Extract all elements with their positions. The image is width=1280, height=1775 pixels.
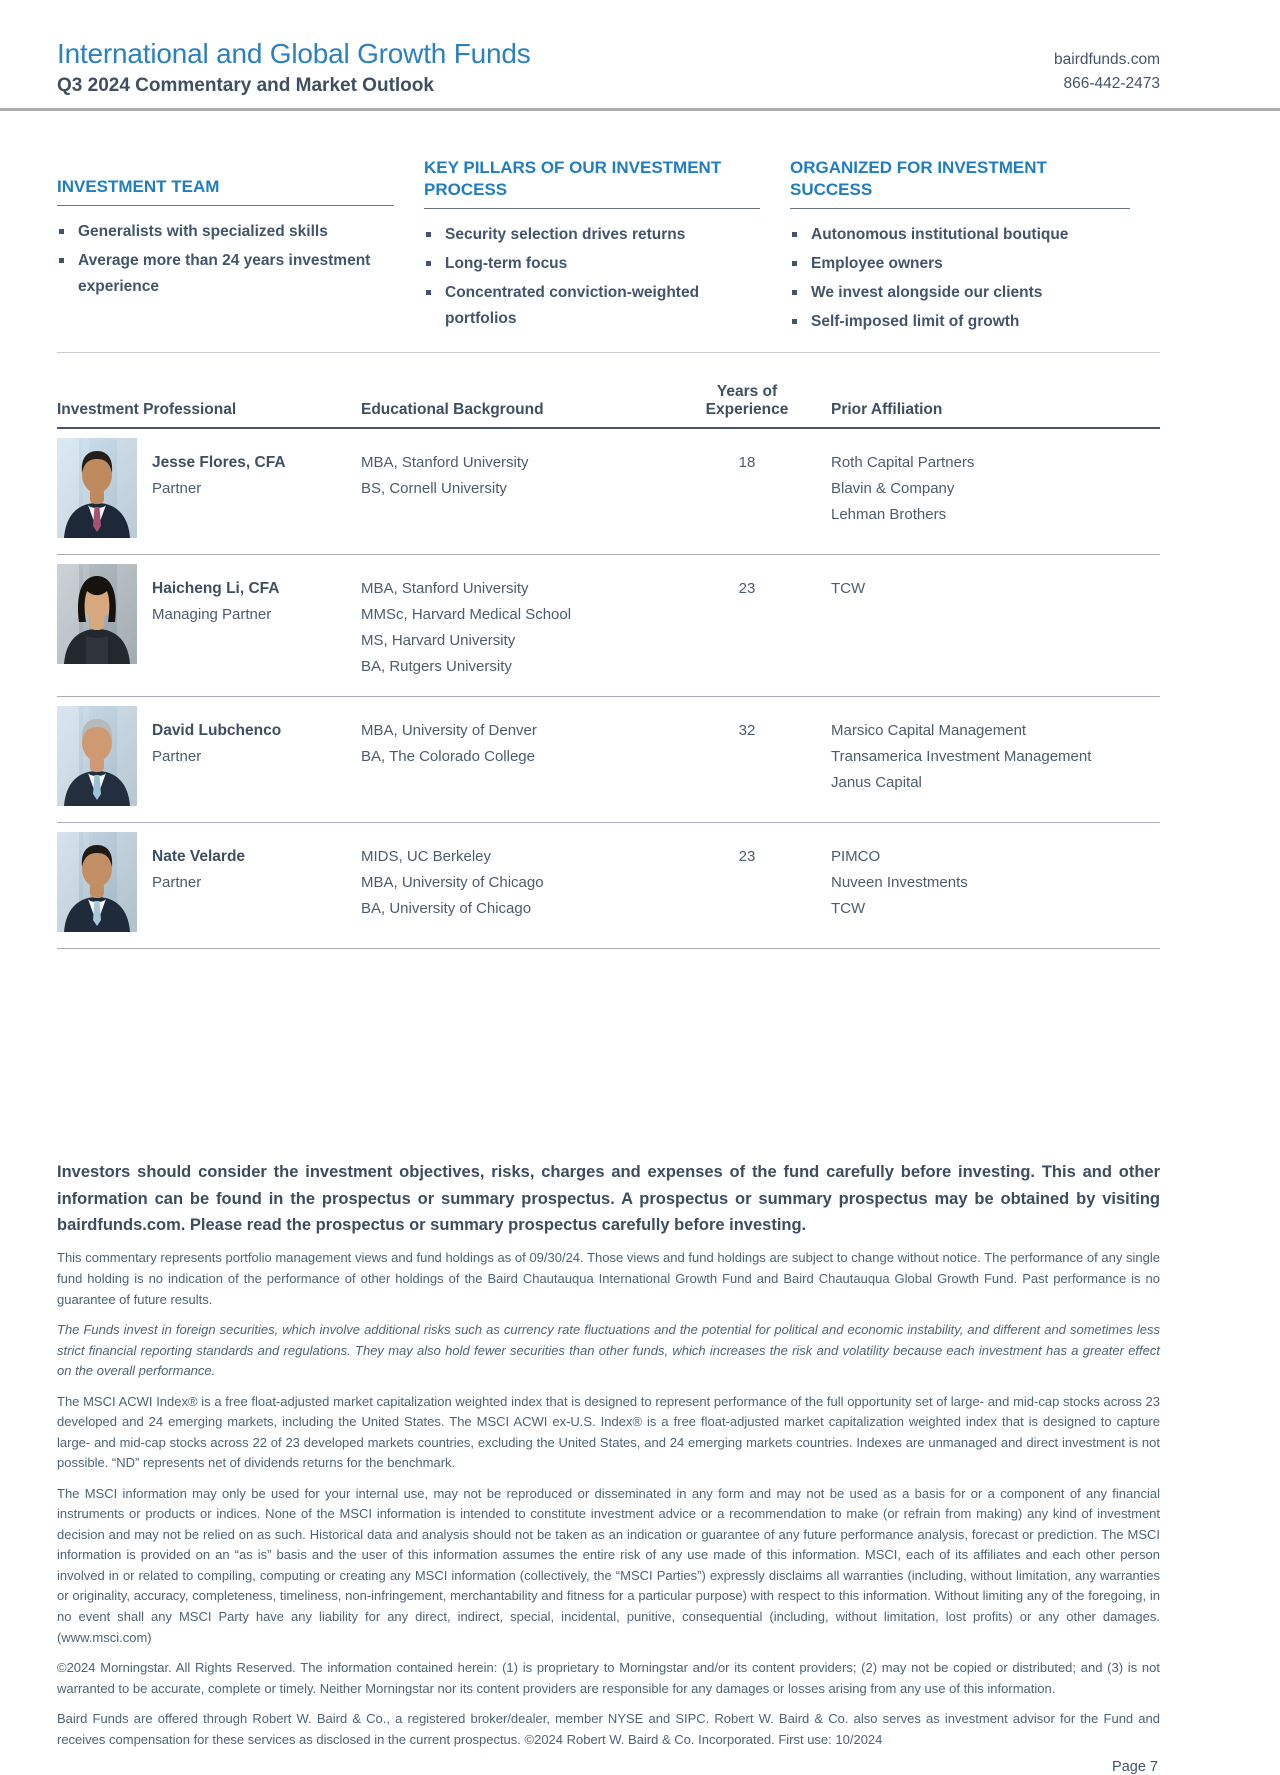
pillar-column-3 — [790, 157, 1160, 338]
pillar-item-text: Generalists with specialized skills — [78, 223, 328, 240]
member-title: Partner — [152, 748, 202, 766]
bullet-square-icon — [426, 232, 431, 237]
pillar-list — [790, 222, 1130, 335]
member-name: Nate Velarde — [152, 848, 246, 866]
member-name: Jesse Flores, CFA — [152, 454, 286, 472]
prior-affiliation-line: Lehman Brothers — [831, 506, 947, 524]
header-contact-block — [1054, 48, 1160, 96]
headshot-haicheng-li — [57, 560, 152, 680]
member-years: 32 — [738, 722, 756, 740]
page-number: Page 7 — [1112, 1759, 1158, 1775]
team-row — [57, 697, 1160, 823]
prior-affiliation-line: Nuveen Investments — [831, 874, 968, 892]
column-header-education: Educational Background — [361, 401, 544, 419]
disclosure-bold-intro: Investors should consider the investment objectives, risks, charges and expenses of the fund carefully before investing. This and other information can be found in the prospectus or summary prospectus. A prospectus or summary prospectus may be obtained by visiting bairdfunds.com. Please read the prospectus or summary prospectus carefully before investing. — [57, 1163, 1160, 1235]
member-education — [361, 702, 691, 806]
pillar-column-2 — [424, 157, 790, 338]
pillar-item-text: We invest alongside our clients — [811, 284, 1043, 302]
phone-text: 866-442-2473 — [1063, 74, 1160, 92]
pillar-heading: KEY PILLARS OF OUR INVESTMENT PROCESS — [424, 158, 722, 200]
member-title: Managing Partner — [152, 606, 272, 624]
education-line: BA, Rutgers University — [361, 658, 512, 676]
bullet-square-icon — [792, 319, 797, 324]
headshot-nate-velarde — [57, 828, 152, 932]
prior-affiliation-line: Transamerica Investment Management — [831, 748, 1092, 766]
bullet-square-icon — [792, 290, 797, 295]
education-line: MBA, Stanford University — [361, 580, 529, 598]
column-header-professional: Investment Professional — [57, 401, 237, 419]
pillar-item-text: Security selection drives returns — [445, 226, 686, 244]
pillar-heading-underline — [790, 208, 1130, 209]
bullet-square-icon — [426, 290, 431, 295]
bullet-square-icon — [59, 229, 64, 234]
education-line: BA, University of Chicago — [361, 900, 532, 918]
pillar-item-text: Concentrated conviction-weighted portfolios — [445, 284, 700, 328]
team-row — [57, 555, 1160, 697]
pillar-item-text: Employee owners — [811, 255, 943, 273]
pillar-item — [424, 222, 760, 248]
education-line: MMSc, Harvard Medical School — [361, 606, 572, 624]
bullet-square-icon — [426, 261, 431, 266]
pillar-item — [790, 222, 1130, 248]
disclosure-msci-info: The MSCI information may only be used for your internal use, may not be reproduced or disseminated in any form and may not be used as a basis for or a component of any financial instruments or products or indices. None of the MSCI information is intended to constitute investment advice or a recommendation to make (or refrain from making) any kind of investment decision and may not be relied on as such. Historical data and analysis should not be taken as an indication or guarantee of any future performance analysis, forecast or prediction. The MSCI information is provided on an “as is” basis and the user of this information assumes the entire risk of any use made of this information. MSCI, each of its affiliates and each other person involved in or related to compiling, computing or creating any MSCI information (collectively, the “MSCI Parties”) expressly disclaims all warranties (including, without limitation, any warranties or originality, accuracy, completeness, timeliness, non-infringement, merchantability and fitness for a particular purpose) with respect to this information. Without limiting any of the foregoing, in no event shall any MSCI Party have any liability for any direct, indirect, special, incidental, punitive, consequential (including, without limitation, lost profits) or any other damages. (www.msci.com) — [57, 1485, 1160, 1645]
pillar-item — [57, 219, 394, 245]
headshot-david-lubchenco — [57, 702, 152, 806]
member-name: David Lubchenco — [152, 722, 282, 740]
pillar-item — [790, 309, 1130, 335]
disclosure-commentary: This commentary represents portfolio management views and fund holdings as of 09/30/24. Those views and fund holdings are subject to change without notice. The performance of any single fund holding is no indication of the performance of other holdings of the Baird Chautauqua International Growth Fund and Baird Chautauqua Global Growth Fund. Past performance is no guarantee of future results. — [57, 1250, 1160, 1307]
disclosure-funds-risk: The Funds invest in foreign securities, which involve additional risks such as currency rate fluctuations and the potential for political and economic instability, and different and sometimes less strict financial reporting standards and regulations. They may also hold fewer securities than other funds, which increases the risk and volatility because each investment has a greater effect on the overall performance. — [57, 1322, 1160, 1379]
education-line: BA, The Colorado College — [361, 748, 535, 766]
pillar-item — [424, 280, 760, 332]
pillar-item — [424, 251, 760, 277]
member-info — [152, 434, 361, 538]
pillar-item-text: Self-imposed limit of growth — [811, 313, 1020, 331]
website-text: bairdfunds.com — [1054, 50, 1160, 68]
prior-affiliation-line: PIMCO — [831, 848, 881, 866]
pillar-heading-underline — [57, 205, 394, 206]
disclosure-msci-index: The MSCI ACWI Index® is a free float-adjusted market capitalization weighted index that is designed to represent performance of the full opportunity set of large- and mid-cap stocks across 23 developed and 24 emerging markets, including the United States. The MSCI ACWI ex-U.S. Index® is a free float-adjusted market capitalization weighted index that is designed to capture large- and mid-cap stocks across 22 of 23 developed markets countries, excluding the United States, and 24 emerging markets countries. Indexes are unmanaged and direct investment is not possible. “ND” represents net of dividends returns for the benchmark. — [57, 1393, 1160, 1471]
bullet-square-icon — [792, 232, 797, 237]
member-name: Haicheng Li, CFA — [152, 580, 280, 598]
pillar-item — [790, 280, 1130, 306]
member-prior-affiliation — [803, 828, 1160, 932]
bullet-square-icon — [792, 261, 797, 266]
member-prior-affiliation — [803, 560, 1160, 680]
page-subtitle: Q3 2024 Commentary and Market Outlook — [57, 75, 434, 96]
education-line: MBA, University of Chicago — [361, 874, 544, 892]
member-info — [152, 702, 361, 806]
prior-affiliation-line: TCW — [831, 580, 866, 598]
team-table-header — [57, 383, 1160, 427]
headshot-jesse-flores — [57, 434, 152, 538]
pillar-list — [424, 222, 760, 332]
team-table-body — [57, 429, 1160, 949]
member-info — [152, 828, 361, 932]
member-years: 18 — [738, 454, 756, 472]
pillars-section — [57, 157, 1160, 338]
prior-affiliation-line: Marsico Capital Management — [831, 722, 1027, 740]
team-row — [57, 823, 1160, 949]
pillar-list — [57, 219, 394, 300]
pillar-heading: ORGANIZED FOR INVESTMENT SUCCESS — [790, 158, 1047, 200]
disclosure-morningstar: ©2024 Morningstar. All Rights Reserved. The information contained herein: (1) is proprietary to Morningstar and/or its content providers; (2) may not be copied or distributed; and (3) is not warranted to be accurate, complete or timely. Neither Morningstar nor its content providers are responsible for any damages or losses arising from any use of this information. — [57, 1660, 1160, 1696]
pillars-bottom-divider — [57, 352, 1160, 353]
member-title: Partner — [152, 874, 202, 892]
pillar-item-text: Long-term focus — [445, 255, 568, 273]
member-education — [361, 434, 691, 538]
team-row — [57, 429, 1160, 555]
education-line: MBA, University of Denver — [361, 722, 537, 740]
pillar-heading: INVESTMENT TEAM — [57, 176, 220, 196]
member-title: Partner — [152, 480, 202, 498]
member-prior-affiliation — [803, 434, 1160, 538]
pillar-item-text: Average more than 24 years investment experience — [78, 252, 371, 296]
prior-affiliation-line: TCW — [831, 900, 866, 918]
education-line: BS, Cornell University — [361, 480, 507, 498]
member-prior-affiliation — [803, 702, 1160, 806]
prior-affiliation-line: Roth Capital Partners — [831, 454, 975, 472]
page-header — [57, 38, 1160, 97]
column-header-experience: Years of Experience — [705, 383, 789, 419]
header-divider — [0, 108, 1280, 111]
pillar-column-1 — [57, 157, 424, 338]
blank-space — [57, 949, 1160, 1159]
pillar-item — [790, 251, 1130, 277]
member-education — [361, 828, 691, 932]
education-line: MIDS, UC Berkeley — [361, 848, 492, 866]
column-header-prior: Prior Affiliation — [831, 401, 943, 419]
education-line: MS, Harvard University — [361, 632, 516, 650]
bullet-square-icon — [59, 258, 64, 263]
pillar-item — [57, 248, 394, 300]
prior-affiliation-line: Janus Capital — [831, 774, 922, 792]
disclosure-baird: Baird Funds are offered through Robert W. Baird & Co., a registered broker/dealer, member NYSE and SIPC. Robert W. Baird & Co. also serves as investment advisor for the Fund and receives compensation for these services as disclosed in the current prospectus. ©2024 Robert W. Baird & Co. Incorporated. First use: 10/2024 — [57, 1711, 1160, 1747]
pillar-item-text: Autonomous institutional boutique — [811, 226, 1069, 244]
member-years: 23 — [738, 580, 756, 598]
pillar-heading-underline — [424, 208, 760, 209]
member-info — [152, 560, 361, 680]
member-years: 23 — [738, 848, 756, 866]
page-title: International and Global Growth Funds — [57, 38, 531, 69]
member-education — [361, 560, 691, 680]
disclosure-fine-print — [57, 1248, 1160, 1750]
prior-affiliation-line: Blavin & Company — [831, 480, 955, 498]
education-line: MBA, Stanford University — [361, 454, 529, 472]
